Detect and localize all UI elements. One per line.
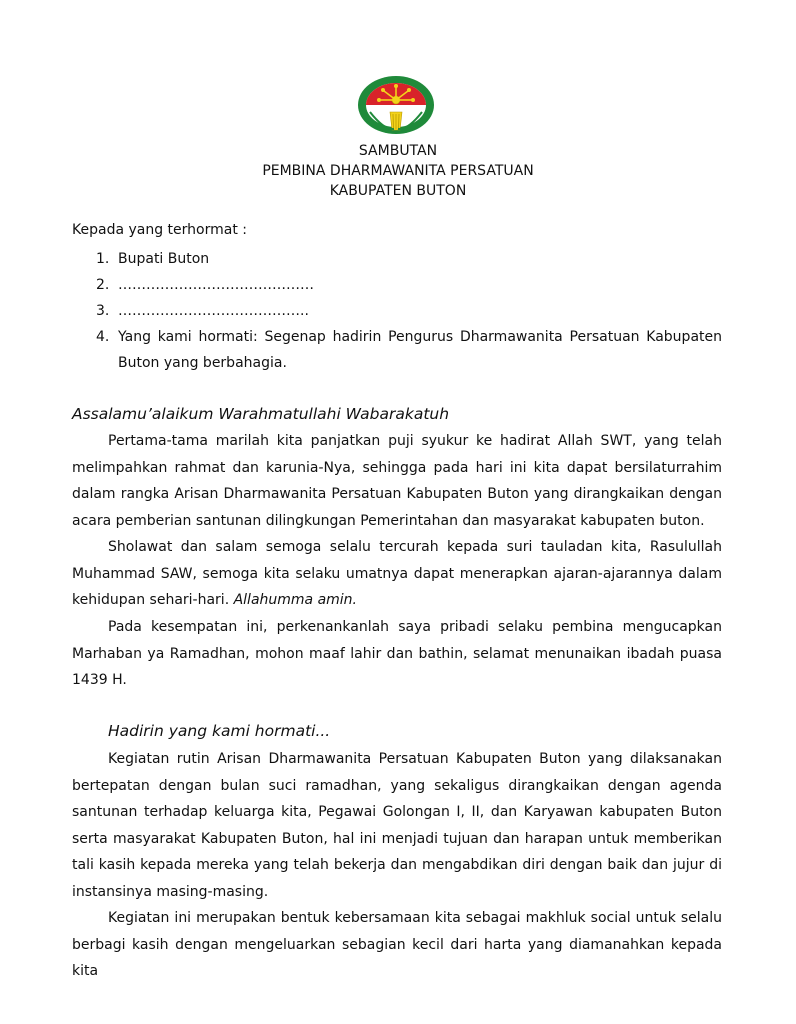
paragraph-text: Sholawat dan salam semoga selalu tercurah kepada suri tauladan kita, Rasulullah Muhammad SAW, semoga kita selaku umatnya dapat menerapkan ajaran-ajarannya dalam kehidupan sehari-hari. xyxy=(72,539,722,608)
list-item xyxy=(72,298,722,324)
paragraph-opening: Pertama-tama marilah kita panjatkan puji syukur ke hadirat Allah SWT, yang telah melimpahkan rahmat dan karunia-Nya, sehingga pada hari ini kita dapat bersilaturrahim dalam rangka Arisan Dharmawanita Persatuan Kabupaten Buton yang dirangkaikan dengan acara pemberian santunan dilingkungan Pemerintahan dan masyarakat kabupaten buton. xyxy=(72,433,722,529)
list-text: ………………………………….. xyxy=(118,303,309,319)
document-header xyxy=(0,141,796,201)
list-item xyxy=(72,324,722,376)
list-text: Bupati Buton xyxy=(118,251,210,267)
paragraph-togetherness: Kegiatan ini merupakan bentuk kebersamaan kita sebagai makhluk social untuk selalu berbagi kasih dengan mengeluarkan sebagian kecil dari harta yang diamanahkan kepada kita xyxy=(72,910,722,979)
list-number: 3. xyxy=(96,303,110,319)
subheading: Hadirin yang kami hormati... xyxy=(108,722,331,740)
list-text: Yang kami hormati: Segenap hadirin Pengurus Dharmawanita Persatuan Kabupaten Buton yang berbahagia. xyxy=(118,329,722,371)
list-number: 4. xyxy=(96,329,110,345)
header-region: KABUPATEN BUTON xyxy=(329,183,467,199)
recipient-list xyxy=(72,246,722,376)
greeting-heading: Assalamu’alaikum Warahmatullahi Wabarakatuh xyxy=(72,405,450,423)
list-number: 2. xyxy=(96,277,110,293)
paragraph-ramadhan: Pada kesempatan ini, perkenankanlah saya pribadi selaku pembina mengucapkan Marhaban ya Ramadhan, mohon maaf lahir dan bathin, selamat menunaikan ibadah puasa 1439 H. xyxy=(72,619,722,688)
header-subtitle: PEMBINA DHARMAWANITA PERSATUAN xyxy=(262,163,534,179)
list-text: …………………………………… xyxy=(118,277,314,293)
paragraph-sholawat xyxy=(72,534,722,614)
list-item xyxy=(72,246,722,272)
header-title: SAMBUTAN xyxy=(358,143,438,159)
list-number: 1. xyxy=(96,251,110,267)
paragraph-italic-text: Allahumma amin. xyxy=(233,592,358,608)
list-item xyxy=(72,272,722,298)
dharmawanita-emblem-logo xyxy=(356,74,436,136)
salutation: Kepada yang terhormat : xyxy=(72,222,247,238)
paragraph-activity: Kegiatan rutin Arisan Dharmawanita Persatuan Kabupaten Buton yang dilaksanakan bertepatan dengan bulan suci ramadhan, yang sekaligus dirangkaikan dengan agenda santunan terhadap keluarga kita, Pegawai Golongan I, II, dan Karyawan kabupaten Buton serta masyarakat Kabupaten Buton, hal ini menjadi tujuan dan harapan untuk memberikan tali kasih kepada mereka yang telah bekerja dan mengabdikan diri dengan baik dan jujur di instansinya masing-masing. xyxy=(72,751,722,900)
